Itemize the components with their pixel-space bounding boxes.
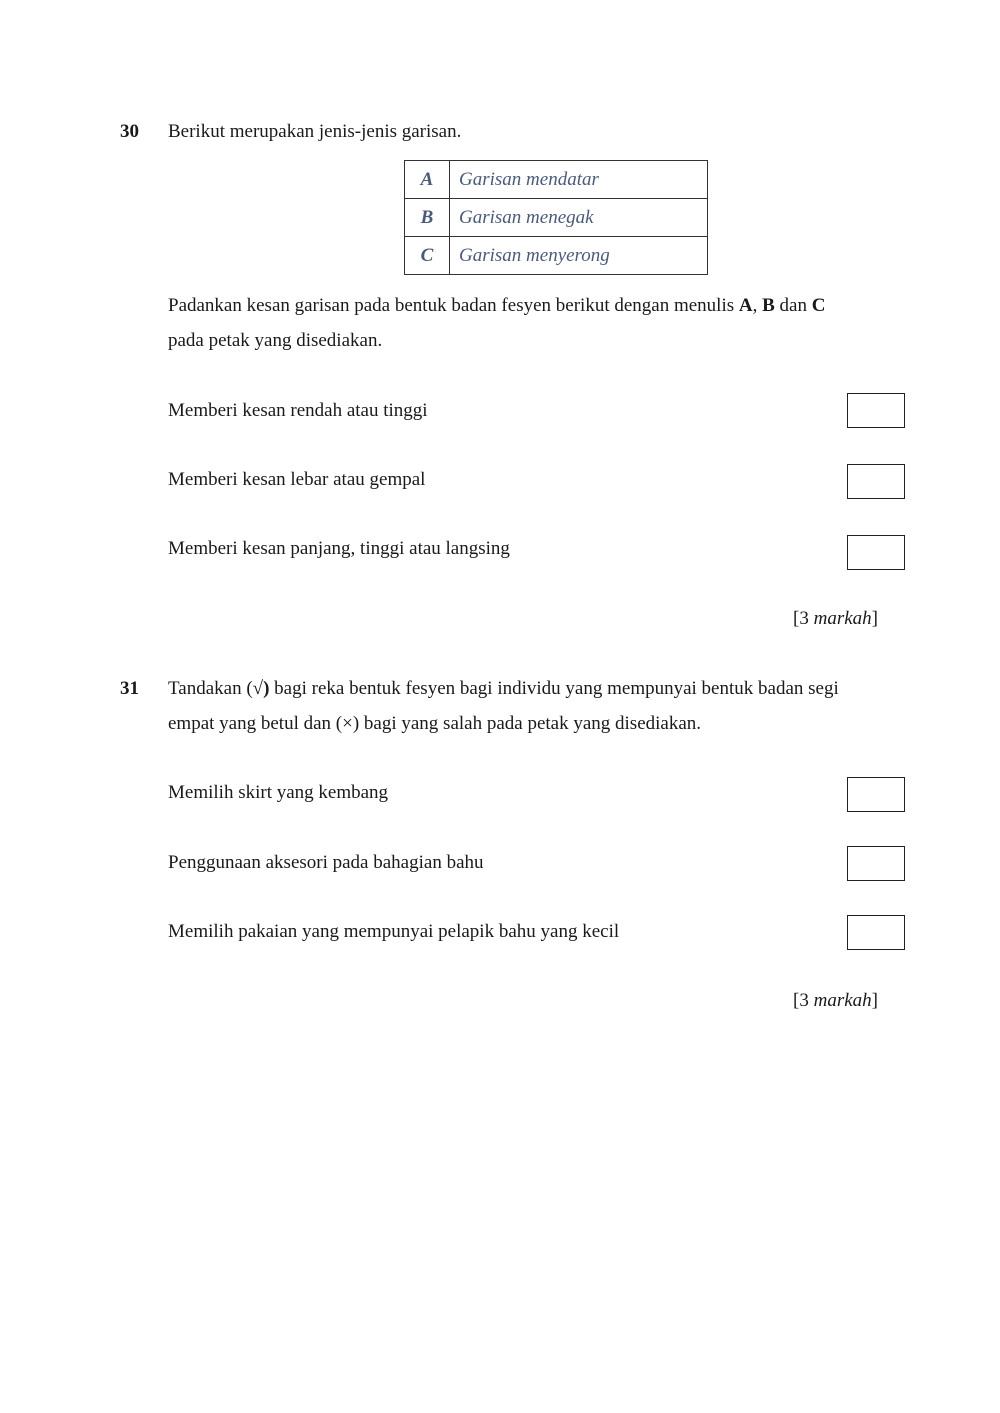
instruction-paren: ) bbox=[263, 678, 270, 699]
question-30-intro: Berikut merupakan jenis-jenis garisan. bbox=[168, 121, 462, 142]
question-30-number: 30 bbox=[120, 121, 139, 142]
table-text-b: Garisan menegak bbox=[450, 199, 708, 237]
q30-marks bbox=[793, 608, 878, 630]
question-31-instruction-line2: empat yang betul dan (×) bagi yang salah pada petak yang disediakan. bbox=[168, 713, 702, 734]
q31-item-2: Penggunaan aksesori pada bahagian bahu bbox=[168, 852, 484, 873]
marks-open: [3 bbox=[793, 608, 814, 629]
marks-open: [3 bbox=[793, 990, 814, 1011]
marks-word: markah bbox=[813, 990, 872, 1011]
q31-item-1: Memilih skirt yang kembang bbox=[168, 782, 389, 803]
instruction-letter-b: B bbox=[762, 295, 775, 316]
q30-answer-box-1[interactable] bbox=[847, 393, 905, 428]
line-types-table bbox=[404, 160, 708, 275]
marks-close: ] bbox=[871, 990, 878, 1011]
q30-answer-box-2[interactable] bbox=[847, 464, 905, 499]
table-row bbox=[405, 237, 708, 275]
table-row bbox=[405, 199, 708, 237]
q31-answer-box-3[interactable] bbox=[847, 915, 905, 950]
q30-item-2: Memberi kesan lebar atau gempal bbox=[168, 469, 426, 490]
instruction-text: Padankan kesan garisan pada bentuk badan fesyen berikut dengan menulis bbox=[168, 295, 739, 316]
table-text-a: Garisan mendatar bbox=[450, 161, 708, 199]
q31-marks bbox=[793, 990, 878, 1012]
marks-close: ] bbox=[871, 608, 878, 629]
q30-answer-box-3[interactable] bbox=[847, 535, 905, 570]
q31-answer-box-1[interactable] bbox=[847, 777, 905, 812]
instruction-text: Tandakan (√ bbox=[168, 678, 264, 699]
question-30-instruction-line2: pada petak yang disediakan. bbox=[168, 330, 383, 351]
question-31-number: 31 bbox=[120, 678, 139, 699]
table-letter-c: C bbox=[405, 237, 450, 275]
question-31-instruction bbox=[168, 678, 839, 700]
instruction-letter-a: A bbox=[738, 295, 753, 316]
instruction-dan: dan bbox=[774, 295, 812, 316]
table-text-c: Garisan menyerong bbox=[450, 237, 708, 275]
q30-item-3: Memberi kesan panjang, tinggi atau langsing bbox=[168, 538, 510, 559]
table-letter-a: A bbox=[405, 161, 450, 199]
instruction-text-2: bagi reka bentuk fesyen bagi individu yang mempunyai bentuk badan segi bbox=[269, 678, 839, 699]
instruction-comma: , bbox=[752, 295, 763, 316]
table-letter-b: B bbox=[405, 199, 450, 237]
instruction-letter-c: C bbox=[811, 295, 826, 316]
marks-word: markah bbox=[813, 608, 872, 629]
q31-answer-box-2[interactable] bbox=[847, 846, 905, 881]
question-30-instruction bbox=[168, 295, 825, 317]
q31-item-3: Memilih pakaian yang mempunyai pelapik bahu yang kecil bbox=[168, 921, 620, 942]
table-row bbox=[405, 161, 708, 199]
q30-item-1: Memberi kesan rendah atau tinggi bbox=[168, 400, 428, 421]
